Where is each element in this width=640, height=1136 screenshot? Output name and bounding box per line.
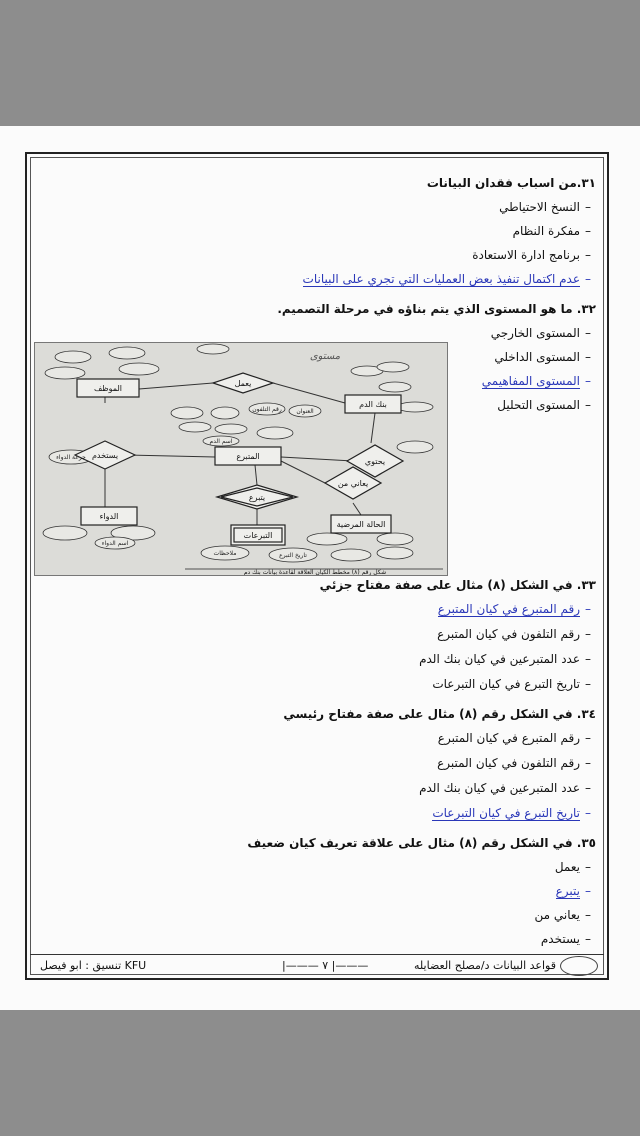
attr-med-name-label: اسم الدواء: [101, 540, 129, 547]
attr-phone-label: رقم التلفون: [252, 406, 282, 413]
q32-option-4: –المستوى التحليل: [497, 398, 591, 412]
question-32-title: ٣٢. ما هو المستوى الذي يتم بناؤه في مرحلة التصميم.: [277, 302, 596, 316]
attr-dose-label: جرعة الدواء: [56, 454, 86, 461]
entity-donor-label: المتبرع: [236, 452, 260, 461]
document-page: [0, 126, 640, 1010]
q35-option-4: –يستخدم: [540, 932, 591, 946]
q35-option-2-answer: –يتبرع: [555, 884, 591, 898]
attr-notes-label: ملاحظات: [213, 550, 237, 557]
viewer-top-bar: [0, 0, 640, 126]
q32-option-1: –المستوى الخارجي: [490, 326, 591, 340]
entity-employee-label: الموظف: [93, 384, 123, 393]
q32-option-3-answer: –المستوى المفاهيمي: [481, 374, 591, 388]
footer-page-number: |——— ٧ |———: [282, 959, 369, 972]
q35-option-1: –يعمل: [554, 860, 591, 874]
q31-option-4-answer: –عدم اكتمال تنفيذ بعض العمليات التي تجري على البيانات: [302, 272, 591, 286]
q34-option-3: –عدد المتبرعين في كيان بنك الدم: [419, 781, 591, 795]
entity-medicine-label: الدواء: [99, 512, 119, 521]
entity-disease-label: الحالة المرضية: [336, 520, 386, 529]
attr-name-label: اسم الدم: [209, 438, 233, 445]
question-35-title: ٣٥. في الشكل رقم (٨) مثال على علاقة تعريف كيان ضعيف: [247, 836, 596, 850]
entity-bank-label: بنك الدم: [359, 400, 387, 409]
footer-course: قواعد البيانات د/مصلح العضايله: [414, 959, 556, 972]
question-33-title: ٣٣. في الشكل (٨) مثال على صفة مفتاح جزئي: [319, 578, 596, 592]
rel-works-label: يعمل: [234, 379, 252, 388]
q34-option-1: –رقم المتبرع في كيان المتبرع: [437, 731, 591, 745]
rel-donates-label: يتبرع: [248, 493, 266, 502]
q31-option-1: –النسخ الاحتياطي: [499, 200, 591, 214]
q32-option-2: –المستوى الداخلي: [494, 350, 591, 364]
attr-address-label: العنوان: [296, 408, 314, 415]
er-diagram-svg: [35, 343, 447, 575]
page-footer: [30, 954, 604, 977]
question-31-title: ٣١.من اسباب فقدان البيانات: [426, 176, 596, 190]
q33-option-3: –عدد المتبرعين في كيان بنك الدم: [419, 652, 591, 666]
attr-date-label: تاريخ التبرع: [279, 552, 307, 559]
diagram-caption: شكل رقم (٨) مخطط الكيان العلاقة لقاعدة بيانات بنك دم: [243, 569, 387, 575]
viewer-bottom-bar: [0, 1010, 640, 1136]
q34-option-2: –رقم التلفون في كيان المتبرع: [437, 756, 591, 770]
q34-option-4-answer: –تاريخ التبرع في كيان التبرعات: [432, 806, 591, 820]
entity-donations-label: التبرعات: [243, 531, 273, 540]
rel-contains-label: يحتوي: [364, 457, 386, 466]
er-diagram-figure-8: [34, 342, 448, 576]
rel-uses-label: يستخدم: [91, 451, 119, 460]
footer-credit: تنسيق : ابو فيصل KFU: [40, 959, 147, 972]
question-34-title: ٣٤. في الشكل رقم (٨) مثال على صفة مفتاح رئيسي: [283, 707, 596, 721]
q33-option-2: –رقم التلفون في كيان المتبرع: [437, 627, 591, 641]
q33-option-1-answer: –رقم المتبرع في كيان المتبرع: [437, 602, 591, 616]
q33-option-4: –تاريخ التبرع في كيان التبرعات: [432, 677, 591, 691]
q35-option-3: –يعاني من: [534, 908, 591, 922]
q31-option-2: –مفكرة النظام: [512, 224, 591, 238]
university-seal-icon: [560, 956, 598, 976]
handwritten-note: مستوى: [309, 351, 341, 362]
q31-option-3: –برنامج ادارة الاستعادة: [472, 248, 591, 262]
rel-suffers-label: يعاني من: [337, 479, 369, 488]
